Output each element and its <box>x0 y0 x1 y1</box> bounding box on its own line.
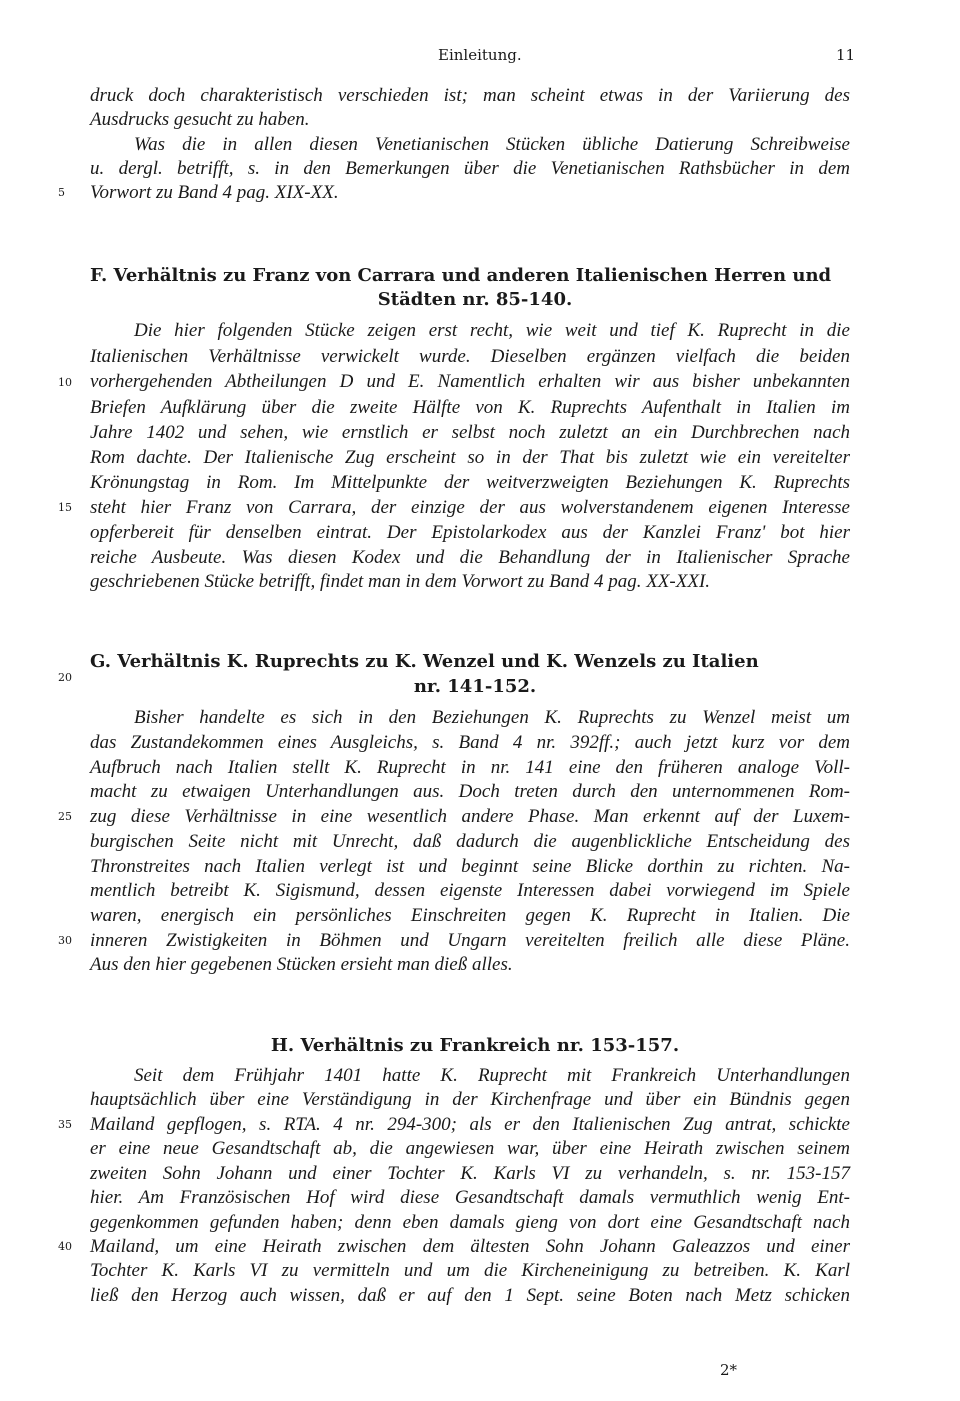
text-line: steht hier Franz von Carrara, der einzige der aus wolverstandenem eigenen Interesse <box>90 497 850 518</box>
signature-mark: 2* <box>720 1361 738 1379</box>
section-g-heading-line-1: G. Verhältnis K. Ruprechts zu K. Wenzel und K. Wenzels zu Italien <box>90 651 759 672</box>
section-f-heading-line-1: F. Verhältnis zu Franz von Carrara und anderen Italienischen Herren und <box>90 265 832 286</box>
text-line: mentlich betreibt K. Sigismund, dessen eigenste Interessen dabei vorwiegend im Spiele <box>90 880 850 901</box>
text-line: hauptsächlich über eine Verständigung in der Kirchenfrage und über ein Bündnis gegen <box>90 1089 850 1110</box>
text-line: Die hier folgenden Stücke zeigen erst recht, wie weit und tief K. Ruprecht in die <box>134 320 850 341</box>
text-line: reiche Ausbeute. Was diesen Kodex und die Behandlung der in Italienischer Sprache <box>90 547 850 568</box>
section-h-heading: H. Verhältnis zu Frankreich nr. 153-157. <box>270 1035 680 1056</box>
line-number: 5 <box>58 186 65 199</box>
page-number: 11 <box>836 46 856 64</box>
text-line: er eine neue Gesandtschaft ab, die angewiesen war, über eine Heirath zwischen seinem <box>90 1138 850 1159</box>
text-line: inneren Zwistigkeiten in Böhmen und Ungarn vereitelten freilich alle diese Pläne. <box>90 930 850 951</box>
text-line: Italienischen Verhältnisse verwickelt wurde. Dieselben ergänzen vielfach die beiden <box>90 346 850 367</box>
text-line: zweiten Sohn Johann und einer Tochter K. Karls VI zu verhandeln, s. nr. 153-157 <box>90 1163 850 1184</box>
line-number: 30 <box>58 934 72 947</box>
header-title: Einleitung. <box>438 46 522 64</box>
text-line: Tochter K. Karls VI zu vermitteln und um die Kircheneinigung zu betreiben. K. Karl <box>90 1260 850 1281</box>
text-line: Rom dachte. Der Italienische Zug erscheint so in der That bis zuletzt wie ein vereitelter <box>90 447 850 468</box>
line-number: 10 <box>58 376 72 389</box>
text-line: druck doch charakteristisch verschieden ist; man scheint etwas in der Variierung des <box>90 85 850 106</box>
text-line: gegenkommen gefunden haben; denn eben damals gieng von dort eine Gesandtschaft nach <box>90 1212 850 1233</box>
text-line: ließ den Herzog auch wissen, daß er auf den 1 Sept. seine Boten nach Metz schicken <box>90 1285 850 1306</box>
text-line: Jahre 1402 und sehen, wie ernstlich er selbst noch zuletzt an ein Durchbrechen nach <box>90 422 850 443</box>
line-number: 25 <box>58 810 72 823</box>
text-line: burgischen Seite nicht mit Unrecht, daß dadurch die augenblickliche Entscheidung des <box>90 831 850 852</box>
text-line: Ausdrucks gesucht zu haben. <box>90 109 310 130</box>
text-line: vorhergehenden Abtheilungen D und E. Namentlich erhalten wir aus bisher unbekannten <box>90 371 850 392</box>
text-line: Mailand gepflogen, s. RTA. 4 nr. 294-300; als er den Italienischen Zug antrat, schickte <box>90 1114 850 1135</box>
text-line: Mailand, um eine Heirath zwischen dem ältesten Sohn Johann Galeazzos und einer <box>90 1236 850 1257</box>
text-line: u. dergl. betrifft, s. in den Bemerkungen über die Venetianischen Rathsbücher in dem <box>90 158 850 179</box>
text-line: Bisher handelte es sich in den Beziehungen K. Ruprechts zu Wenzel meist um <box>134 707 850 728</box>
text-line: hier. Am Französischen Hof wird diese Gesandtschaft damals vermuthlich wenig Ent- <box>90 1187 850 1208</box>
text-line: geschriebenen Stücke betrifft, findet man in dem Vorwort zu Band 4 pag. XX-XXI. <box>90 571 711 592</box>
line-number: 15 <box>58 501 72 514</box>
text-line: Briefen Aufklärung über die zweite Hälfte von K. Ruprechts Aufenthalt in Italien im <box>90 397 850 418</box>
text-line: waren, energisch ein persönliches Einschreiten gegen K. Ruprecht in Italien. Die <box>90 905 850 926</box>
text-line: opferbereit für denselben eintrat. Der Epistolarkodex aus der Kanzlei Franz' bot hier <box>90 522 850 543</box>
text-line: Aus den hier gegebenen Stücken ersieht man dieß alles. <box>90 954 513 975</box>
text-line: Seit dem Frühjahr 1401 hatte K. Ruprecht mit Frankreich Unterhandlungen <box>134 1065 850 1086</box>
text-line: Vorwort zu Band 4 pag. XIX-XX. <box>90 182 339 203</box>
text-line: Thronstreites nach Italien verlegt ist und beginnt seine Blicke dorthin zu richten. Na- <box>90 856 850 877</box>
section-f-heading-line-2: Städten nr. 85-140. <box>377 289 573 310</box>
section-g-heading-line-2: nr. 141-152. <box>413 676 537 697</box>
text-line: Krönungstag in Rom. Im Mittelpunkte der weitverzweigten Beziehungen K. Ruprechts <box>90 472 850 493</box>
text-line: zug diese Verhältnisse in eine wesentlich andere Phase. Man erkennt auf der Luxem- <box>90 806 850 827</box>
text-line: Aufbruch nach Italien stellt K. Ruprecht in nr. 141 eine den früheren analoge Voll- <box>90 757 850 778</box>
line-number: 40 <box>58 1240 72 1253</box>
line-number: 20 <box>58 671 72 684</box>
text-line: das Zustandekommen eines Ausgleichs, s. Band 4 nr. 392ff.; auch jetzt kurz vor dem <box>90 732 850 753</box>
line-number: 35 <box>58 1118 72 1131</box>
text-line: Was die in allen diesen Venetianischen Stücken übliche Datierung Schreibweise <box>134 134 850 155</box>
text-line: macht zu etwaigen Unterhandlungen aus. Doch treten durch den unternommenen Rom- <box>90 781 850 802</box>
